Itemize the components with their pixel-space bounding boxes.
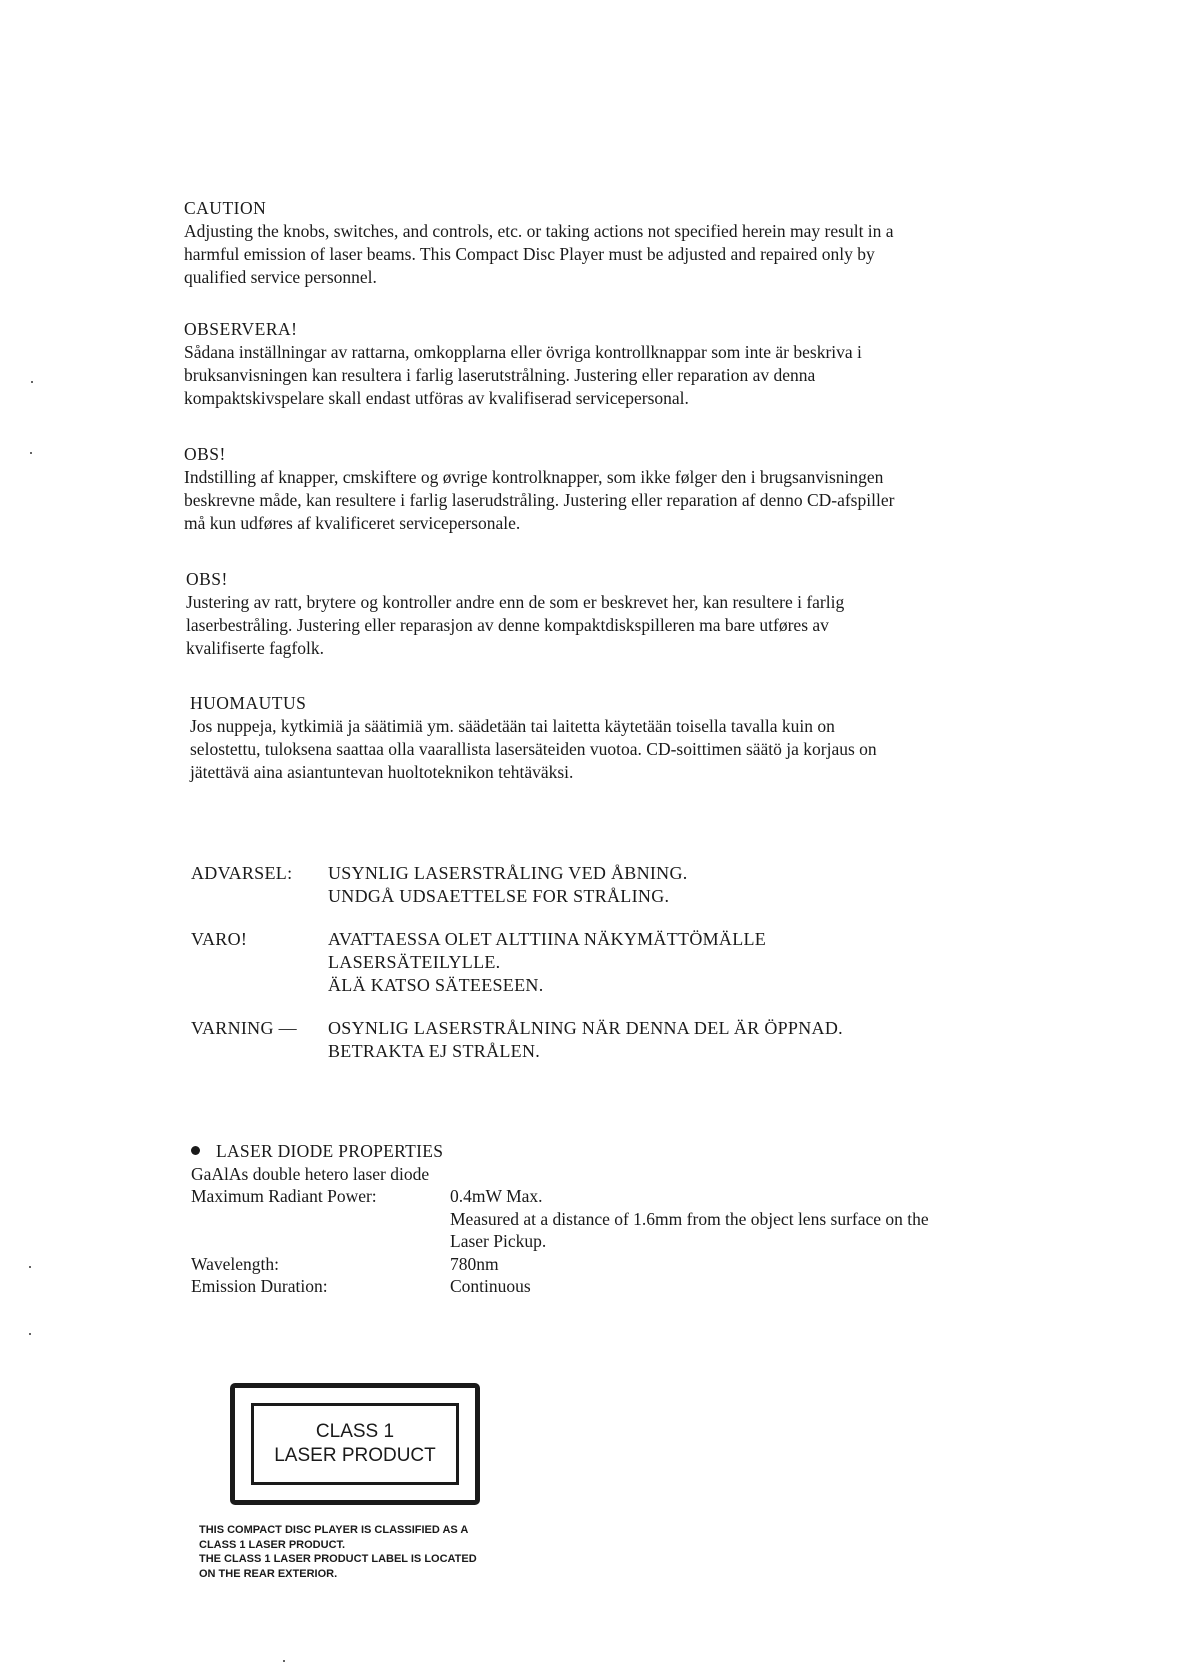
power-label: Maximum Radiant Power: [191,1186,377,1206]
varo-line-3: ÄLÄ KATSO SÄTEESEEN. [328,975,544,995]
class-note [199,1523,477,1581]
varo-line-1: AVATTAESSA OLET ALTTIINA NÄKYMÄTTÖMÄLLE [328,929,767,949]
power-value: 0.4mW Max. [450,1186,543,1206]
obs-norwegian-line-1: Justering av ratt, brytere og kontroller andre enn de som er beskrevet her, kan resultere i farlig [186,592,845,612]
wavelength-value: 780nm [450,1253,499,1274]
bullet-icon [191,1146,200,1155]
observera-line-2: bruksanvisningen kan resultera i farlig laserutstrålning. Justering eller reparation av denna [184,365,816,385]
scan-speck [283,1660,285,1662]
measured-line-2: Laser Pickup. [450,1231,547,1251]
laser-diode-section [191,1140,1091,1298]
measured-line-1: Measured at a distance of 1.6mm from the object lens surface on the [450,1208,929,1229]
huomautus-line-1: Jos nuppeja, kytkimiä ja säätimiä ym. säädetään tai laitetta käytetään toisella tavalla kuin on [190,716,835,736]
caution-heading: CAUTION [184,198,267,218]
obs-norwegian-heading: OBS! [186,569,228,589]
class-note-line-2: CLASS 1 LASER PRODUCT. [199,1538,346,1551]
varo-line-2: LASERSÄTEILYLLE. [328,952,501,972]
obs-danish-line-2: beskrevne måde, kan resultere i farlig laserudstråling. Justering eller reparation af denno CD-afspiller [184,490,895,510]
class-1-laser-label-inner [251,1403,459,1485]
varning-line-2: BETRAKTA EJ STRÅLEN. [328,1041,541,1061]
scan-speck [29,1333,31,1335]
caution-line-2: harmful emission of laser beams. This Compact Disc Player must be adjusted and repaired only by [184,244,875,264]
caution-line-1: Adjusting the knobs, switches, and controls, etc. or taking actions not specified herein may result in a [184,221,894,241]
huomautus-line-3: jätettävä aina asiantuntevan huoltoteknikon tehtäväksi. [190,762,574,782]
obs-danish-heading: OBS! [184,444,226,464]
advarsel-warning [191,862,891,910]
class-note-line-4: ON THE REAR EXTERIOR. [199,1567,338,1580]
laser-diode-heading-row [191,1140,1091,1163]
huomautus-line-2: selostettu, tuloksena saattaa olla vaarallista lasersäteiden vuotoa. CD-soittimen säätö ja korjaus on [190,739,877,759]
duration-label: Emission Duration: [191,1276,328,1296]
measured-row-1 [191,1208,1091,1231]
huomautus-heading: HUOMAUTUS [190,693,307,713]
observera-heading: OBSERVERA! [184,319,298,339]
class-note-line-1: THIS COMPACT DISC PLAYER IS CLASSIFIED AS A [199,1524,469,1536]
scan-speck [29,1266,31,1268]
duration-row [191,1275,1091,1298]
class-note-line-3: THE CLASS 1 LASER PRODUCT LABEL IS LOCATED [199,1553,477,1565]
class-1-laser-label [230,1383,480,1505]
laser-diode-heading: LASER DIODE PROPERTIES [216,1141,444,1161]
obs-danish-line-3: må kun udføres af kvalificeret servicepersonale. [184,513,521,533]
huomautus-section [190,692,877,784]
scan-speck [31,381,33,383]
observera-line-1: Sådana inställningar av rattarna, omkopplarna eller övriga kontrollknappar som inte är beskriva i [184,342,862,362]
scan-speck [30,452,32,454]
obs-danish-line-1: Indstilling af knapper, cmskiftere og øvrige kontrolknapper, som ikke følger den i brugsanvisningen [184,467,884,487]
diode-type: GaAlAs double hetero laser diode [191,1163,430,1184]
varning-line-1: OSYNLIG LASERSTRÅLNING NÄR DENNA DEL ÄR ÖPPNAD. [328,1018,843,1038]
observera-section [184,318,862,410]
varning-label: VARNING — [191,1018,297,1038]
varning-warning [191,1017,951,1065]
obs-danish-section [184,443,894,535]
varo-warning [191,928,891,998]
obs-norwegian-section [186,568,844,660]
class-label-line-1: CLASS 1 [315,1421,395,1442]
caution-line-3: qualified service personnel. [184,267,377,287]
advarsel-label: ADVARSEL: [191,863,293,883]
power-row [191,1185,1091,1208]
duration-value: Continuous [450,1276,531,1296]
wavelength-row [191,1253,1091,1276]
observera-line-3: kompaktskivspelare skall endast utföras av kvalifiserad servicepersonal. [184,388,689,408]
advarsel-line-1: USYNLIG LASERSTRÅLING VED ÅBNING. [328,863,688,883]
class-label-line-2: LASER PRODUCT [274,1445,436,1466]
obs-norwegian-line-2: laserbestråling. Justering eller reparasjon av denne kompaktdiskspilleren ma bare utføres av [186,615,829,635]
obs-norwegian-line-3: kvalifiserte fagfolk. [186,638,325,658]
advarsel-line-2: UNDGÅ UDSAETTELSE FOR STRÅLING. [328,886,670,906]
wavelength-label: Wavelength: [191,1253,280,1274]
varo-label: VARO! [191,929,248,949]
measured-row-2 [191,1230,1091,1253]
caution-section [184,197,894,289]
